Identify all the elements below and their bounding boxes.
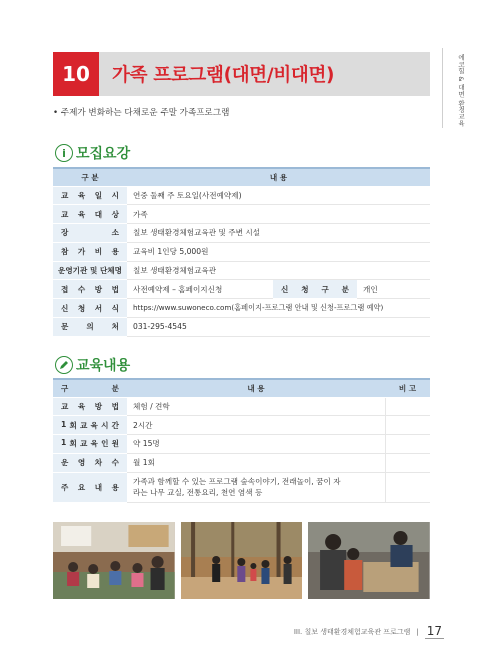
label-text: 교 육 방 법 <box>61 401 119 411</box>
footer-text: III. 칠보 생태환경체험교육관 프로그램 <box>293 627 411 636</box>
row-label <box>53 453 127 472</box>
footer-separator: | <box>416 627 419 636</box>
edu-heading <box>55 355 130 375</box>
row-note <box>385 453 430 472</box>
row-value: 031-295-4545 <box>127 318 430 337</box>
label-text: 교 육 일 시 <box>61 190 119 200</box>
label-text: 신 청 구 분 <box>281 284 349 294</box>
edu-header-content: 내 용 <box>127 379 385 397</box>
edu-table <box>53 378 430 503</box>
row-label <box>53 280 127 299</box>
side-chapter-label: 에코힐 & 대면 환경교육 <box>457 54 465 127</box>
table-row <box>53 435 430 454</box>
row-note <box>385 472 430 502</box>
page-title: 가족 프로그램(대면/비대면) <box>112 65 335 86</box>
row-label <box>53 416 127 435</box>
row-value: 2시간 <box>127 416 385 435</box>
row-note <box>385 397 430 416</box>
row-label <box>53 318 127 337</box>
row-label <box>53 242 127 261</box>
recruit-header-category: 구 분 <box>53 168 127 186</box>
side-chapter-tab <box>442 48 480 128</box>
row-label <box>53 299 127 318</box>
table-row <box>53 318 430 337</box>
edu-header-category <box>53 379 127 397</box>
row-label <box>53 224 127 243</box>
label-text: 1 회 교 육 인 원 <box>61 438 119 449</box>
row-value-secondary: 개인 <box>357 280 430 299</box>
row-label <box>53 397 127 416</box>
row-note <box>385 435 430 454</box>
label-text: 1 회 교 육 시 간 <box>61 419 119 430</box>
row-label <box>53 186 127 205</box>
row-value-link[interactable]: https://www.suwoneco.com(홈페이지-프로그램 안내 및 신청-프로그램 예약) <box>127 299 430 318</box>
photo-classroom <box>53 522 175 599</box>
page-number: 17 <box>426 624 442 638</box>
row-label <box>53 205 127 224</box>
table-row <box>53 224 430 243</box>
table-row <box>53 416 430 435</box>
table-row <box>53 205 430 224</box>
title-bar <box>53 52 430 96</box>
row-label <box>53 472 127 502</box>
label-text: 주 요 내 용 <box>61 482 119 492</box>
edu-header-note: 비 고 <box>385 379 430 397</box>
edu-header-category-text: 구 분 <box>61 383 119 393</box>
row-value: 칠보 생태환경체험교육관 및 주변 시설 <box>127 224 430 243</box>
label-text: 교 육 대 상 <box>61 209 119 219</box>
intro-text: • 주제가 변화하는 다채로운 주말 가족프로그램 <box>53 108 230 118</box>
page-footer <box>294 624 444 639</box>
row-value: 사전예약제 – 홈페이지신청 <box>127 280 273 299</box>
table-row <box>53 453 430 472</box>
label-text: 신 청 서 식 <box>61 303 119 313</box>
row-label-secondary <box>273 280 357 299</box>
photo-forest <box>181 522 303 599</box>
row-value: 월 1회 <box>127 453 385 472</box>
row-label <box>53 435 127 454</box>
label-text: 참 가 비 용 <box>61 247 119 257</box>
row-value: 약 15명 <box>127 435 385 454</box>
row-value: 칠보 생태환경체험교육관 <box>127 261 430 280</box>
row-label: 운영기관 및 단체명 <box>53 261 127 280</box>
label-text: 문 의 처 <box>61 322 119 332</box>
photo-dyeing <box>308 522 430 599</box>
row-value: 가족 <box>127 205 430 224</box>
pencil-icon <box>55 356 73 374</box>
table-row <box>53 472 430 502</box>
label-text: 운 영 차 수 <box>61 458 119 468</box>
row-note <box>385 416 430 435</box>
recruit-title: 모집요강 <box>76 146 131 162</box>
recruit-header-row <box>53 168 430 186</box>
table-row <box>53 186 430 205</box>
table-row <box>53 280 430 299</box>
table-row <box>53 261 430 280</box>
edu-title: 교육내용 <box>76 358 131 374</box>
edu-header-row <box>53 379 430 397</box>
table-row <box>53 299 430 318</box>
info-icon: i <box>55 144 73 162</box>
title-number: 10 <box>53 52 99 96</box>
row-value: 체험 / 견학 <box>127 397 385 416</box>
recruit-table <box>53 167 430 337</box>
label-text: 접 수 방 법 <box>61 284 119 294</box>
photo-strip <box>53 522 430 599</box>
row-value: 가족과 함께할 수 있는 프로그램 숲속이야기, 전래놀이, 꿈이 자라는 나무 교실, 전통요리, 천연 염색 등 <box>127 472 385 502</box>
label-text: 장 소 <box>61 228 119 238</box>
row-value: 연중 둘째 주 토요일(사전예약제) <box>127 186 430 205</box>
table-row <box>53 397 430 416</box>
recruit-header-content: 내 용 <box>127 168 430 186</box>
table-row <box>53 242 430 261</box>
recruit-heading <box>55 143 130 163</box>
row-value: 교육비 1인당 5,000원 <box>127 242 430 261</box>
